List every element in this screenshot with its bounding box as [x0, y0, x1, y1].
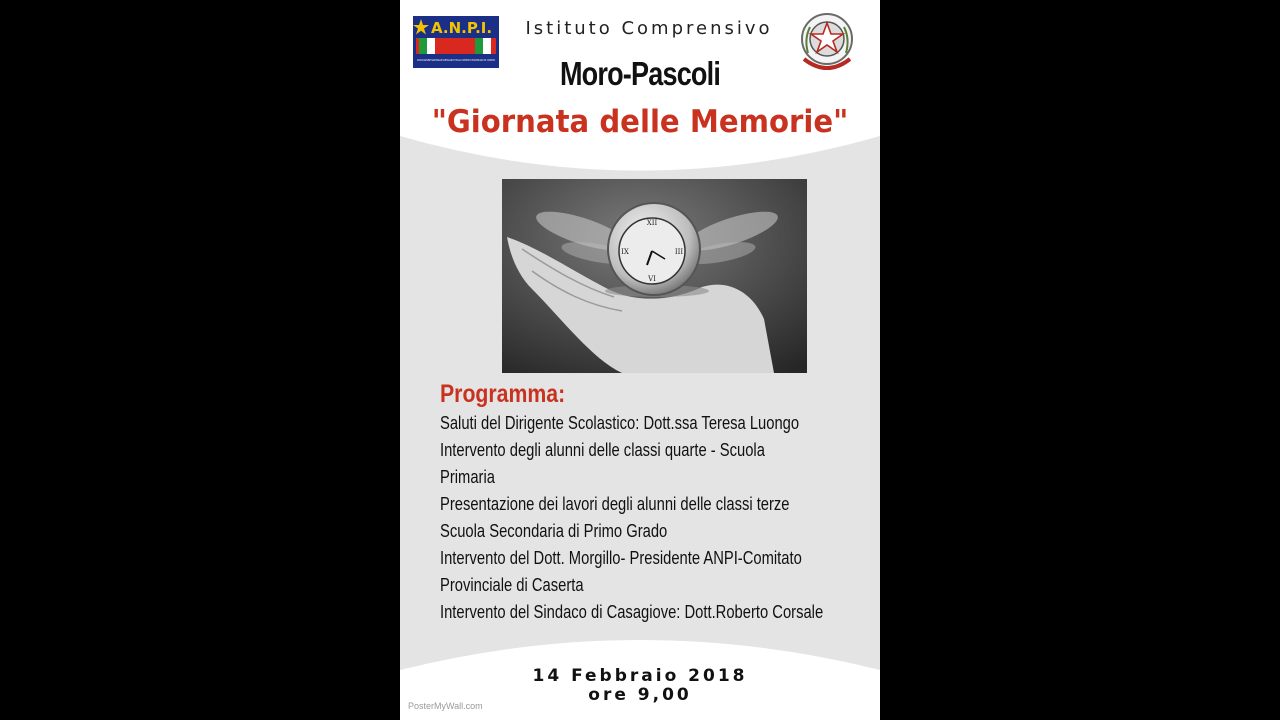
svg-text:III: III — [674, 248, 684, 256]
program-line: Primaria — [440, 467, 495, 487]
institute-label: Istituto Comprensivo — [525, 18, 773, 39]
program-line: Presentazione dei lavori degli alunni delle classi terze — [440, 494, 790, 514]
anpi-logo-text: A.N.P.I. — [431, 19, 493, 37]
event-time: ore 9,00 — [588, 685, 692, 705]
postermywall-watermark[interactable]: PosterMyWall.com — [408, 701, 483, 711]
program-line: Saluti del Dirigente Scolastico: Dott.ssa Teresa Luongo — [440, 413, 800, 433]
event-date: 14 Febbraio 2018 — [532, 666, 748, 686]
program-line: Intervento del Dott. Morgillo- Presidente ANPI-Comitato — [440, 548, 802, 568]
program-line: Intervento del Sindaco di Casagiove: Dott.Roberto Corsale — [440, 602, 824, 622]
svg-text:VI: VI — [648, 275, 656, 283]
program-heading: Programma: — [440, 380, 566, 408]
anpi-logo-subtitle: ASSOCIAZIONE NAZIONALE PARTIGIANI D'ITALIA COMITATO PROVINCIALE DI CASERTA — [417, 58, 496, 62]
program-line: Intervento degli alunni delle classi quarte - Scuola — [440, 440, 765, 460]
program-line: Provinciale di Caserta — [440, 575, 584, 595]
event-title: "Giornata delle Memorie" — [431, 104, 849, 140]
svg-text:IX: IX — [621, 248, 629, 256]
poster — [400, 0, 880, 720]
school-name: Moro-Pascoli — [559, 55, 721, 92]
svg-text:XII: XII — [646, 219, 658, 227]
clock-in-hand-photo — [502, 179, 807, 373]
program-line: Scuola Secondaria di Primo Grado — [440, 521, 668, 541]
program-list — [440, 410, 866, 626]
